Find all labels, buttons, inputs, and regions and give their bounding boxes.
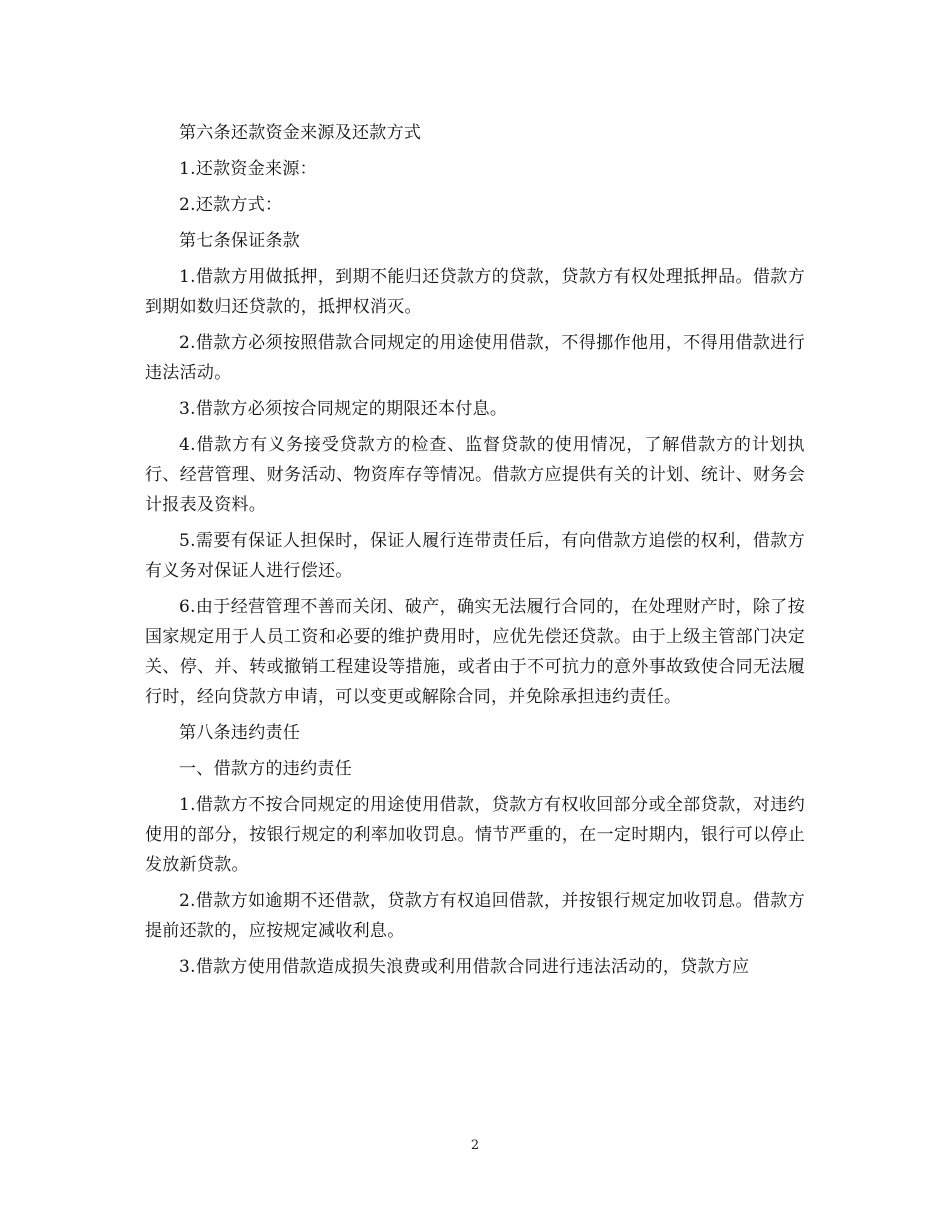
article-7-heading: 第七条保证条款	[179, 231, 301, 251]
guarantee-clause-3: 3.借款方必须按合同规定的期限还本付息。	[179, 399, 508, 419]
guarantee-clause-6: 6.由于经营管理不善而关闭、破产，确实无法履行合同的，在处理财产时，除了按国家规定用于人员工资和必要的维护费用时，应优先偿还贷款。由于上级主管部门决定关、停、并、转或撤销工程建设等措施，或者由于不可抗力的意外事故致使合同无法履行时，经向贷款方申请，可以变更或解除合同，并免除承担违约责任。	[145, 597, 805, 707]
repayment-method: 2.还款方式：	[179, 195, 283, 215]
borrower-liability-heading: 一、借款方的违约责任	[179, 759, 352, 779]
guarantee-clause-4: 4.借款方有义务接受贷款方的检查、监督贷款的使用情况，了解借款方的计划执行、经营管理、财务活动、物资库存等情况。借款方应提供有关的计划、统计、财务会计报表及资料。	[145, 435, 805, 515]
guarantee-clause-5: 5.需要有保证人担保时，保证人履行连带责任后，有向借款方追偿的权利，借款方有义务对保证人进行偿还。	[145, 531, 805, 581]
repayment-source: 1.还款资金来源：	[179, 159, 317, 179]
page-number: 2	[470, 1138, 480, 1153]
guarantee-clause-1: 1.借款方用做抵押，到期不能归还贷款方的贷款，贷款方有权处理抵押品。借款方到期如数归还贷款的，抵押权消灭。	[145, 267, 805, 317]
document-body	[145, 118, 805, 988]
liability-clause-3: 3.借款方使用借款造成损失浪费或利用借款合同进行违法活动的，贷款方应	[179, 957, 750, 977]
liability-clause-1: 1.借款方不按合同规定的用途使用借款，贷款方有权收回部分或全部贷款，对违约使用的部分，按银行规定的利率加收罚息。情节严重的，在一定时期内，银行可以停止发放新贷款。	[145, 795, 805, 875]
article-8-heading: 第八条违约责任	[179, 723, 301, 743]
guarantee-clause-2: 2.借款方必须按照借款合同规定的用途使用借款，不得挪作他用，不得用借款进行违法活动。	[145, 333, 805, 383]
liability-clause-2: 2.借款方如逾期不还借款，贷款方有权追回借款，并按银行规定加收罚息。借款方提前还款的，应按规定减收利息。	[145, 891, 805, 941]
article-6-heading: 第六条还款资金来源及还款方式	[179, 123, 422, 143]
